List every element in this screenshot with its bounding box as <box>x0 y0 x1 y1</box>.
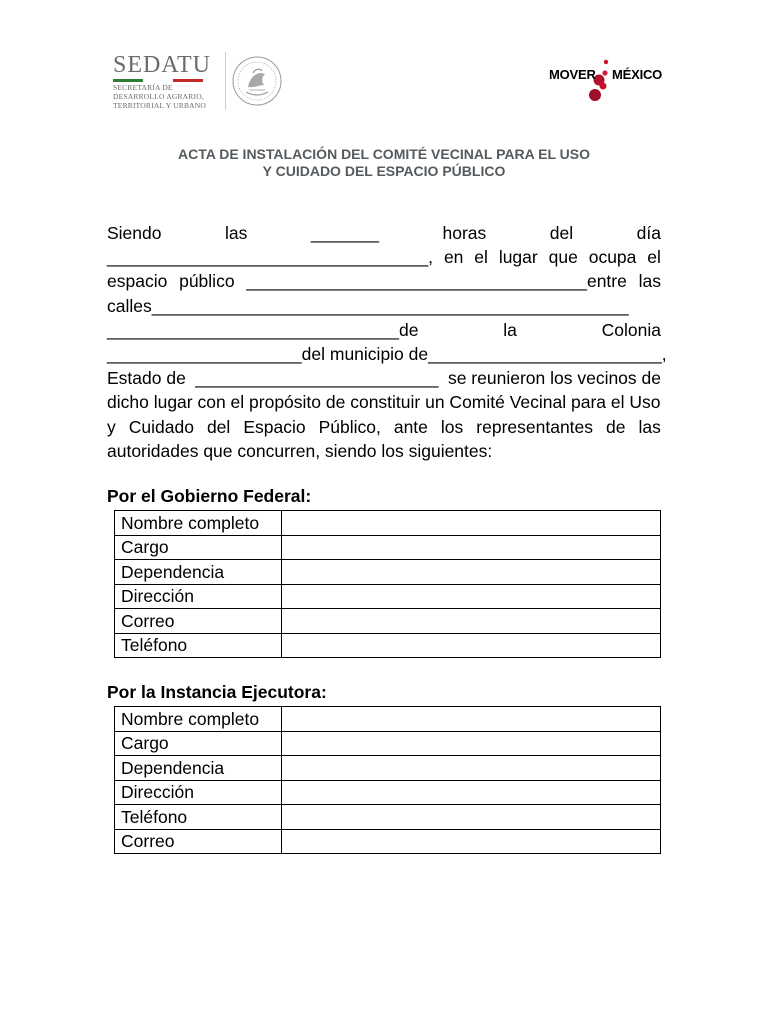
mover-mexico-logo <box>549 58 661 108</box>
word: el <box>647 247 661 268</box>
sedatu-logo <box>107 52 282 110</box>
table-row <box>115 511 661 536</box>
paragraph-line <box>107 221 661 245</box>
blank-field: ____________________del municipio de________________________, <box>107 343 667 364</box>
sedatu-subtitle-line: TERRITORIAL Y URBANO <box>113 101 207 110</box>
sedatu-subtitle <box>113 83 223 110</box>
table-row <box>115 609 661 634</box>
word: ocupa <box>588 247 637 268</box>
blank-cell[interactable] <box>282 707 661 732</box>
table-row <box>115 829 661 854</box>
word: representantes <box>476 416 594 437</box>
row-label: Cargo <box>115 731 282 756</box>
word: las <box>638 271 661 292</box>
word: Estado de <box>107 368 186 389</box>
mexico-word: MÉXICO <box>612 67 663 82</box>
blank-field: _______ <box>310 223 380 243</box>
table-row <box>115 780 661 805</box>
blank-cell[interactable] <box>282 780 661 805</box>
sedatu-subtitle-line: SECRETARÍA DE <box>113 83 173 92</box>
section-title-federal: Por el Gobierno Federal: <box>107 486 312 506</box>
row-label: Cargo <box>115 535 282 560</box>
blank-cell[interactable] <box>282 560 661 585</box>
table-row <box>115 756 661 781</box>
section-title-ejecutora: Por la Instancia Ejecutora: <box>107 682 327 702</box>
table-row <box>115 731 661 756</box>
word: los <box>440 416 464 437</box>
row-label: Dirección <box>115 584 282 609</box>
ejecutora-info-table <box>114 706 661 854</box>
paragraph-line <box>107 366 661 390</box>
flag-color-stripe <box>113 79 203 82</box>
word: público <box>179 271 235 292</box>
blank-cell[interactable] <box>282 511 661 536</box>
mexican-eagle-seal-icon <box>231 54 283 108</box>
blank-cell[interactable] <box>282 805 661 830</box>
word: del <box>206 416 231 437</box>
paragraph-line <box>107 342 667 366</box>
word: la <box>503 319 517 340</box>
word: el <box>474 247 488 268</box>
word: día <box>636 223 661 243</box>
blank-field: ______________________________de <box>107 319 419 340</box>
word: en <box>443 247 464 268</box>
blank-field: _________________________ <box>195 368 439 389</box>
blank-cell[interactable] <box>282 535 661 560</box>
table-row <box>115 560 661 585</box>
paragraph-line <box>107 415 661 439</box>
mover-word: MOVER <box>549 67 596 82</box>
word: Público, <box>318 416 381 437</box>
stripe-white <box>143 79 173 82</box>
word: horas <box>442 223 487 243</box>
word: las <box>225 223 248 243</box>
row-label: Nombre completo <box>115 511 282 536</box>
table-row <box>115 805 661 830</box>
blank-cell[interactable] <box>282 731 661 756</box>
word: ante <box>393 416 428 437</box>
table-row <box>115 633 661 658</box>
row-label: Teléfono <box>115 633 282 658</box>
row-label: Teléfono <box>115 805 282 830</box>
title-line: Y CUIDADO DEL ESPACIO PÚBLICO <box>262 163 506 179</box>
word: lugar <box>498 247 538 268</box>
paragraph-line: autoridades que concurren, siendo los siguientes: <box>107 440 493 461</box>
word: Cuidado <box>128 416 194 437</box>
word: espacio <box>107 271 168 292</box>
blank-field: _________________________________, <box>107 247 434 268</box>
row-label: Dependencia <box>115 560 282 585</box>
body-paragraph <box>107 221 667 463</box>
paragraph-line: calles_________________________________________________ <box>107 295 629 316</box>
row-label: Correo <box>115 829 282 854</box>
sedatu-subtitle-line: DESARROLLO AGRARIO, <box>113 92 204 101</box>
table-row <box>115 707 661 732</box>
logo-divider <box>225 52 226 110</box>
word: y <box>107 416 116 437</box>
blank-cell[interactable] <box>282 609 661 634</box>
word: las <box>638 416 661 437</box>
word: del <box>549 223 574 243</box>
sedatu-wordmark: SEDATU <box>113 52 212 78</box>
row-label: Nombre completo <box>115 707 282 732</box>
word: dicho lugar con el propósito de constituir un Comité Vecinal para el Uso <box>107 392 661 413</box>
row-label: Dirección <box>115 780 282 805</box>
table-row <box>115 584 661 609</box>
paragraph-line <box>107 390 661 414</box>
blank-field: ___________________________________entre <box>246 271 627 292</box>
title-line: ACTA DE INSTALACIÓN DEL COMITÉ VECINAL PARA EL USO <box>178 146 590 162</box>
stripe-red <box>173 79 203 82</box>
word: se reunieron los vecinos de <box>447 368 661 389</box>
word: Siendo <box>107 223 162 243</box>
blank-cell[interactable] <box>282 756 661 781</box>
stripe-green <box>113 79 143 82</box>
blank-cell[interactable] <box>282 633 661 658</box>
word: de <box>606 416 626 437</box>
paragraph-line <box>107 269 661 293</box>
row-label: Correo <box>115 609 282 634</box>
word: Colonia <box>601 319 661 340</box>
mover-mexico-dots-icon <box>549 58 661 108</box>
federal-info-table <box>114 510 661 658</box>
blank-cell[interactable] <box>282 584 661 609</box>
table-row <box>115 535 661 560</box>
blank-cell[interactable] <box>282 829 661 854</box>
document-title <box>0 146 768 180</box>
row-label: Dependencia <box>115 756 282 781</box>
word: Espacio <box>243 416 306 437</box>
paragraph-line <box>107 318 661 342</box>
word: que <box>548 247 578 268</box>
paragraph-line <box>107 245 661 269</box>
